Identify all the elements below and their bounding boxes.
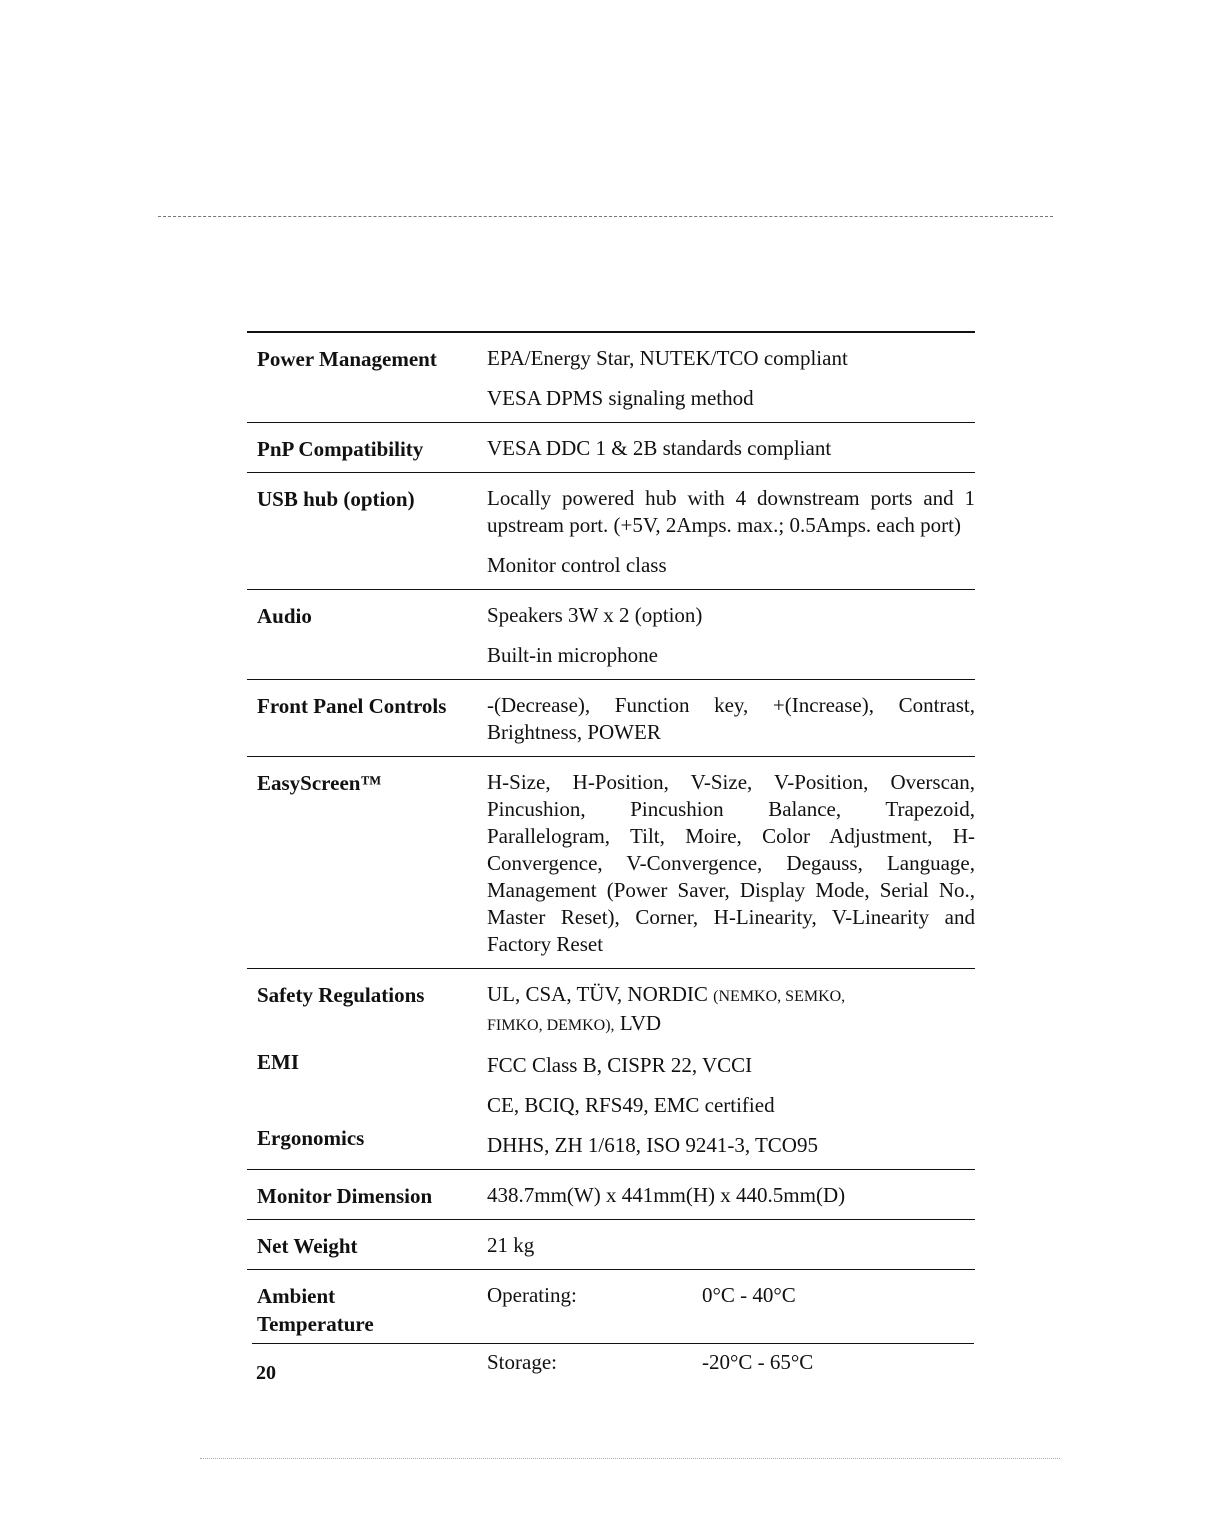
spec-row-dimension bbox=[247, 1170, 975, 1220]
spec-label: Ergonomics bbox=[257, 1126, 365, 1150]
spec-value-line: CE, BCIQ, RFS49, EMC certified bbox=[487, 1093, 775, 1117]
spec-label: Net Weight bbox=[257, 1234, 358, 1258]
spec-value-line: Locally powered hub with 4 downstream ports and 1 upstream port. (+5V, 2Amps. max.; 0.5Amps. each port) bbox=[487, 486, 975, 537]
spec-value bbox=[487, 1232, 975, 1263]
spec-label: PnP Compatibility bbox=[257, 437, 424, 461]
operating-label: Operating: bbox=[487, 1283, 577, 1307]
spec-value bbox=[487, 435, 975, 466]
temp-label-line1: Ambient bbox=[257, 1284, 336, 1308]
spec-label: USB hub (option) bbox=[257, 487, 415, 511]
temperature-grid bbox=[487, 1282, 975, 1376]
spec-value bbox=[487, 981, 975, 1163]
spec-value bbox=[487, 602, 975, 673]
spec-row-temperature bbox=[247, 1270, 975, 1400]
spec-value-line: VESA DPMS signaling method bbox=[487, 386, 754, 410]
table-bottom-rule bbox=[252, 1343, 974, 1344]
spec-value-line: Monitor control class bbox=[487, 553, 667, 577]
spec-row-front-panel bbox=[247, 680, 975, 757]
spec-value bbox=[487, 345, 975, 416]
page-number: 20 bbox=[256, 1362, 276, 1384]
spec-label bbox=[247, 1282, 487, 1394]
storage-label: Storage: bbox=[487, 1350, 557, 1374]
spec-label-group bbox=[247, 981, 487, 1163]
spec-label: Front Panel Controls bbox=[257, 694, 447, 718]
spec-value-line: EPA/Energy Star, NUTEK/TCO compliant bbox=[487, 346, 848, 370]
spec-value-line: VESA DDC 1 & 2B standards compliant bbox=[487, 436, 832, 460]
scan-artifact-line bbox=[158, 216, 1053, 217]
safety-main: UL, CSA, TÜV, NORDIC bbox=[487, 982, 708, 1006]
spec-value-line: 438.7mm(W) x 441mm(H) x 440.5mm(D) bbox=[487, 1183, 846, 1207]
safety-small-a: (NEMKO, SEMKO, bbox=[713, 988, 846, 1005]
spec-value bbox=[487, 1182, 975, 1213]
spec-row-easyscreen bbox=[247, 757, 975, 969]
spec-row-usb bbox=[247, 473, 975, 590]
spec-value-line: Speakers 3W x 2 (option) bbox=[487, 603, 703, 627]
safety-small-b: FIMKO, DEMKO), bbox=[487, 1017, 615, 1034]
spec-value-line: -(Decrease), Function key, +(Increase), Contrast, Brightness, POWER bbox=[487, 693, 975, 744]
spec-value-line: 21 kg bbox=[487, 1233, 535, 1257]
spec-label: Audio bbox=[257, 604, 312, 628]
spec-value-line: H-Size, H-Position, V-Size, V-Position, Overscan, Pincushion, Pincushion Balance, Trapezoid, Parallelogram, Tilt, Moire, Color Adjustment, H-Convergence, V-Convergence, Degauss, Language, Management (Power Saver, Display Mode, Serial No., Master Reset), Corner, H-Linearity, V-Linearity and Factory Reset bbox=[487, 770, 975, 956]
spec-label: Monitor Dimension bbox=[257, 1184, 433, 1208]
storage-value: -20°C - 65°C bbox=[702, 1350, 814, 1374]
spec-row-weight bbox=[247, 1220, 975, 1270]
spec-value-line: FCC Class B, CISPR 22, VCCI bbox=[487, 1053, 753, 1077]
spec-label: EasyScreen™ bbox=[257, 771, 382, 795]
spec-value bbox=[487, 485, 975, 583]
spec-row-regulations-group bbox=[247, 969, 975, 1170]
operating-value: 0°C - 40°C bbox=[702, 1283, 796, 1307]
spec-row-audio bbox=[247, 590, 975, 680]
temp-label-line2: Temperature bbox=[257, 1312, 374, 1336]
scan-artifact-dots bbox=[200, 1458, 1060, 1459]
spec-value-line: Built-in microphone bbox=[487, 643, 658, 667]
spec-value-line: DHHS, ZH 1/618, ISO 9241-3, TCO95 bbox=[487, 1133, 818, 1157]
spec-label: EMI bbox=[257, 1050, 299, 1074]
spec-value bbox=[487, 692, 975, 750]
spec-value bbox=[487, 769, 975, 962]
safety-tail: LVD bbox=[619, 1011, 662, 1035]
spec-row-power-management bbox=[247, 333, 975, 423]
spec-value-line bbox=[487, 981, 975, 1039]
specification-table bbox=[247, 331, 975, 1400]
spec-label: Safety Regulations bbox=[257, 983, 425, 1007]
spec-label: Power Management bbox=[257, 347, 437, 371]
spec-value bbox=[487, 1282, 975, 1394]
spec-row-pnp bbox=[247, 423, 975, 473]
